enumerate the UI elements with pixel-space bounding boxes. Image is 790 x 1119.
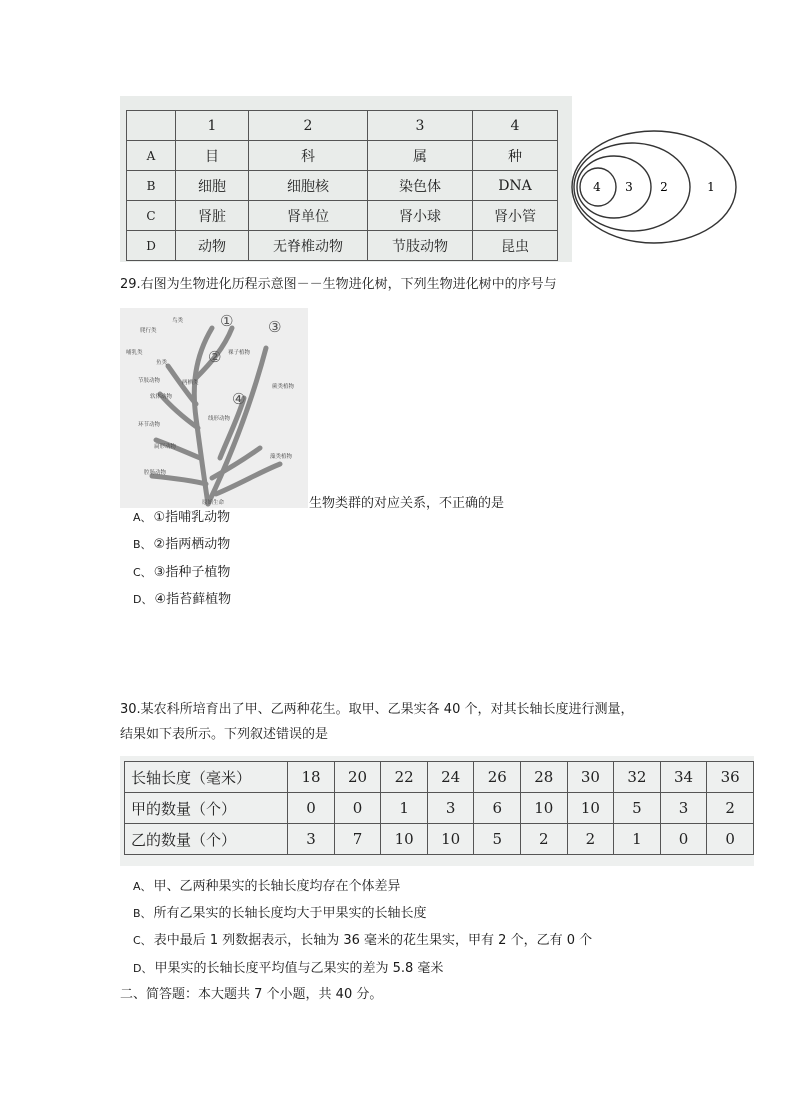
classification-table-image	[120, 96, 572, 262]
table-row-jia	[125, 793, 754, 824]
table-cell: 2	[249, 111, 368, 141]
table-cell: 目	[176, 141, 249, 171]
ellipse-label: 1	[707, 180, 715, 194]
table-cell: 4	[473, 111, 558, 141]
tree-marker: ①	[220, 312, 234, 330]
nested-ellipses-diagram	[570, 128, 742, 246]
tree-label: 环节动物	[138, 422, 161, 428]
tree-label: 裸子植物	[228, 350, 251, 356]
table-cell: 10	[427, 824, 474, 855]
table-row-lengths	[125, 762, 754, 793]
tree-marker: ③	[268, 318, 282, 336]
table-cell: 属	[368, 141, 473, 171]
row-label: B	[127, 171, 176, 201]
q29-stem: 29.右图为生物进化历程示意图－－生物进化树，下列生物进化树中的序号与	[120, 277, 557, 292]
ellipse-label: 3	[625, 180, 633, 194]
table-cell: 34	[660, 762, 707, 793]
table-cell: 5	[614, 793, 661, 824]
evolution-tree	[120, 308, 308, 508]
table-cell: 10	[521, 793, 568, 824]
table-cell: 无脊椎动物	[249, 231, 368, 261]
table-cell: 种	[473, 141, 558, 171]
q30-option-b: B、 所有乙果实的长轴长度均大于甲果实的长轴长度	[133, 906, 427, 921]
table-cell: 2	[521, 824, 568, 855]
table-cell: 科	[249, 141, 368, 171]
tree-label: 扁形动物	[154, 444, 177, 450]
table-row	[127, 171, 558, 201]
q30-option-a: A、 甲、乙两种果实的长轴长度均存在个体差异	[133, 879, 401, 894]
q30-option-c: C、 表中最后 1 列数据表示，长轴为 36 毫米的花生果实，甲有 2 个，乙有 0 个	[133, 933, 593, 948]
tree-marker: ②	[208, 348, 222, 366]
table-cell: 1	[614, 824, 661, 855]
evolution-tree-image	[120, 308, 308, 508]
table-cell: 肾小管	[473, 201, 558, 231]
table-cell: 6	[474, 793, 521, 824]
table-cell: 18	[288, 762, 335, 793]
table-cell: DNA	[473, 171, 558, 201]
peanut-length-table-image	[120, 756, 754, 866]
table-header-row	[127, 111, 558, 141]
ellipse-label: 4	[593, 180, 601, 194]
table-cell: 肾小球	[368, 201, 473, 231]
table-cell: 36	[707, 762, 754, 793]
tree-label: 鱼类	[156, 360, 168, 366]
table-row	[127, 231, 558, 261]
table-cell: 22	[381, 762, 428, 793]
tree-marker: ④	[232, 390, 246, 408]
table-cell: 3	[427, 793, 474, 824]
tree-label: 节肢动物	[138, 378, 161, 384]
table-cell: 10	[381, 824, 428, 855]
table-cell: 10	[567, 793, 614, 824]
table-cell: 2	[567, 824, 614, 855]
q29-stem-continued: 生物类群的对应关系，不正确的是	[309, 496, 505, 511]
table-cell: 24	[427, 762, 474, 793]
table-cell: 3	[660, 793, 707, 824]
tree-label: 鸟类	[172, 318, 184, 324]
table-cell: 染色体	[368, 171, 473, 201]
row-label: D	[127, 231, 176, 261]
q29-option-c: C、 ③指种子植物	[133, 565, 231, 580]
tree-root-label: 原始生命	[202, 500, 225, 506]
table-cell: 7	[334, 824, 381, 855]
tree-label: 软体动物	[150, 394, 173, 400]
section-2-heading: 二、简答题：本大题共 7 个小题，共 40 分。	[120, 987, 383, 1002]
table-cell: 0	[660, 824, 707, 855]
table-cell: 2	[707, 793, 754, 824]
table-cell: 动物	[176, 231, 249, 261]
table-cell: 细胞核	[249, 171, 368, 201]
row-header: 甲的数量（个）	[125, 793, 288, 824]
table-cell: 节肢动物	[368, 231, 473, 261]
row-header: 长轴长度（毫米）	[125, 762, 288, 793]
table-cell: 1	[176, 111, 249, 141]
row-label: C	[127, 201, 176, 231]
table-cell: 0	[288, 793, 335, 824]
tree-label: 哺乳类	[126, 350, 143, 356]
peanut-length-table	[124, 761, 754, 855]
table-cell: 肾单位	[249, 201, 368, 231]
table-cell	[127, 111, 176, 141]
table-cell: 细胞	[176, 171, 249, 201]
tree-label: 两栖类	[182, 380, 199, 386]
q30-stem-line1: 30.某农科所培育出了甲、乙两种花生。取甲、乙果实各 40 个，对其长轴长度进行测量，	[120, 702, 634, 717]
table-cell: 20	[334, 762, 381, 793]
table-cell: 肾脏	[176, 201, 249, 231]
q29-option-d: D、 ④指苔藓植物	[133, 592, 232, 607]
q29-option-b: B、 ②指两栖动物	[133, 537, 231, 552]
tree-label: 爬行类	[140, 328, 157, 334]
table-cell: 30	[567, 762, 614, 793]
row-header: 乙的数量（个）	[125, 824, 288, 855]
table-cell: 0	[334, 793, 381, 824]
q30-stem-line2: 结果如下表所示。下列叙述错误的是	[120, 727, 329, 742]
tree-label: 线形动物	[208, 416, 231, 422]
table-cell: 26	[474, 762, 521, 793]
tree-label: 腔肠动物	[144, 470, 167, 476]
table-row-yi	[125, 824, 754, 855]
table-cell: 0	[707, 824, 754, 855]
ellipse-3	[577, 156, 651, 218]
table-cell: 3	[368, 111, 473, 141]
table-cell: 3	[288, 824, 335, 855]
table-row	[127, 141, 558, 171]
row-label: A	[127, 141, 176, 171]
tree-label: 藻类植物	[270, 454, 293, 460]
table-cell: 昆虫	[473, 231, 558, 261]
table-cell: 5	[474, 824, 521, 855]
table-cell: 1	[381, 793, 428, 824]
classification-table	[126, 110, 558, 261]
table-row	[127, 201, 558, 231]
table-cell: 28	[521, 762, 568, 793]
ellipse-label: 2	[660, 180, 668, 194]
tree-label: 蕨类植物	[272, 384, 295, 390]
table-cell: 32	[614, 762, 661, 793]
q30-option-d: D、 甲果实的长轴长度平均值与乙果实的差为 5.8 毫米	[133, 961, 444, 976]
q29-option-a: A、 ①指哺乳动物	[133, 510, 231, 525]
